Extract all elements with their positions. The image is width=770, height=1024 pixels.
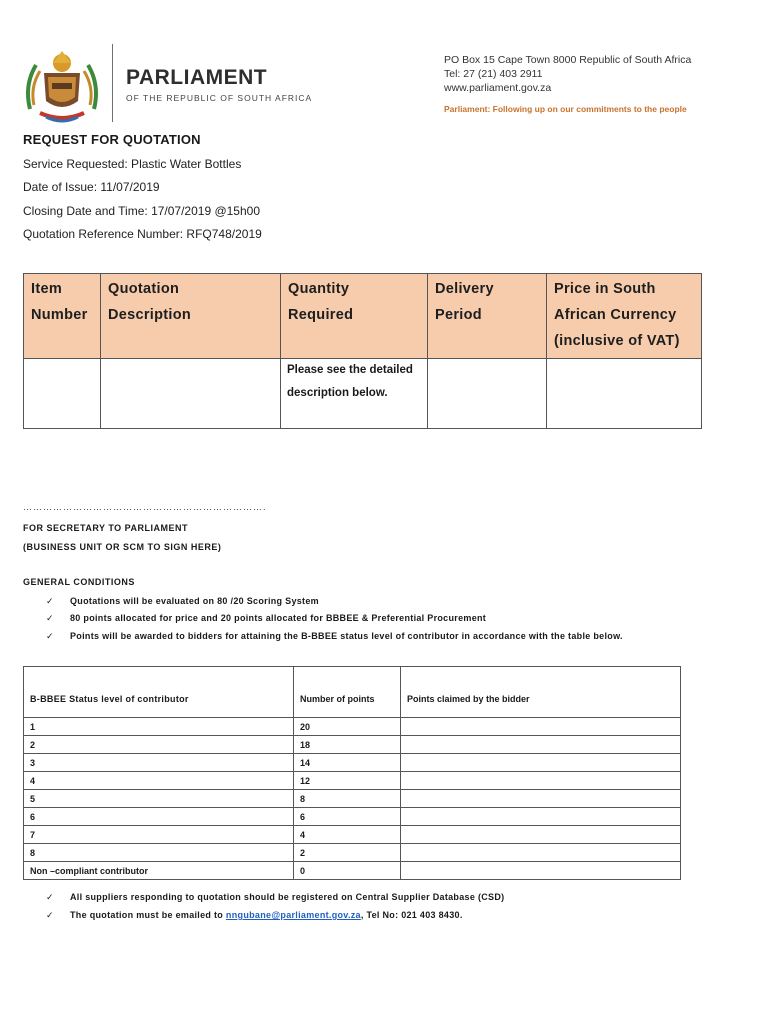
table-row	[24, 826, 681, 844]
header-line: Period	[435, 307, 482, 323]
condition-text: 80 points allocated for price and 20 points allocated for BBBEE & Preferential Procurement	[70, 613, 487, 623]
cell-delivery	[428, 359, 547, 429]
condition-text: Quotations will be evaluated on 80 /20 Scoring System	[70, 596, 319, 606]
points-cell: 18	[294, 736, 401, 754]
header-quantity-required	[281, 274, 428, 359]
reference-number: Quotation Reference Number: RFQ748/2019	[23, 227, 262, 241]
header-number-of-points: Number of points	[294, 667, 401, 718]
email-note	[70, 910, 463, 921]
org-subtitle: OF THE REPUBLIC OF SOUTH AFRICA	[126, 93, 313, 103]
claimed-cell[interactable]	[401, 772, 681, 790]
header-line: Description	[108, 307, 192, 323]
points-cell: 8	[294, 790, 401, 808]
list-item	[46, 596, 319, 607]
rfq-title: REQUEST FOR QUOTATION	[23, 132, 201, 147]
points-cell: 0	[294, 862, 401, 880]
signatory-title: FOR SECRETARY TO PARLIAMENT	[23, 523, 189, 533]
claimed-cell[interactable]	[401, 808, 681, 826]
claimed-cell[interactable]	[401, 862, 681, 880]
points-cell: 20	[294, 718, 401, 736]
status-level-cell: 7	[24, 826, 294, 844]
header-line: Quotation	[108, 281, 180, 297]
claimed-cell[interactable]	[401, 790, 681, 808]
table-row	[24, 862, 681, 880]
quotation-table-header	[24, 274, 702, 359]
status-level-cell: 1	[24, 718, 294, 736]
table-row	[24, 844, 681, 862]
status-level-cell: 3	[24, 754, 294, 772]
email-prefix: The quotation must be emailed to	[70, 910, 226, 920]
status-level-cell: 2	[24, 736, 294, 754]
points-cell: 4	[294, 826, 401, 844]
table-row	[24, 772, 681, 790]
email-link[interactable]: nngubane@parliament.gov.za	[225, 910, 361, 920]
check-icon: ✓	[46, 613, 54, 623]
bbbee-table-header	[24, 667, 681, 718]
date-of-issue: Date of Issue: 11/07/2019	[23, 180, 160, 194]
signatory-instruction: (BUSINESS UNIT OR SCM TO SIGN HERE)	[23, 542, 222, 552]
cell-item-number	[24, 359, 101, 429]
check-icon: ✓	[46, 910, 54, 920]
header-line: African Currency	[554, 307, 677, 323]
header-line: Required	[288, 307, 354, 323]
table-row	[24, 754, 681, 772]
parliament-crest-icon	[22, 47, 102, 127]
table-row	[24, 359, 702, 429]
points-cell: 14	[294, 754, 401, 772]
header-quotation-description	[101, 274, 281, 359]
table-row	[24, 790, 681, 808]
points-cell: 2	[294, 844, 401, 862]
address-line-po-box: PO Box 15 Cape Town 8000 Republic of South Africa	[444, 54, 692, 66]
claimed-cell[interactable]	[401, 736, 681, 754]
email-suffix: , Tel No: 021 403 8430.	[360, 910, 463, 920]
list-item	[46, 613, 486, 624]
table-row	[24, 718, 681, 736]
list-item	[46, 910, 463, 921]
status-level-cell: 5	[24, 790, 294, 808]
closing-date: Closing Date and Time: 17/07/2019 @15h00	[23, 204, 261, 218]
table-row	[24, 808, 681, 826]
check-icon: ✓	[46, 631, 54, 641]
header-price	[547, 274, 702, 359]
conditions-heading: GENERAL CONDITIONS	[23, 577, 135, 587]
header-line: Number	[31, 307, 88, 323]
header-divider	[112, 44, 113, 122]
cell-quantity: Please see the detailed description below.	[281, 359, 428, 429]
service-requested: Service Requested: Plastic Water Bottles	[23, 157, 242, 171]
header-points-claimed: Points claimed by the bidder	[401, 667, 681, 718]
check-icon: ✓	[46, 892, 54, 902]
header-line: Quantity	[288, 281, 350, 297]
header-delivery-period	[428, 274, 547, 359]
tagline: Parliament: Following up on our commitments to the people	[444, 104, 687, 114]
cell-price	[547, 359, 702, 429]
status-level-cell: 4	[24, 772, 294, 790]
list-item	[46, 892, 504, 903]
status-level-cell: 8	[24, 844, 294, 862]
header-line: Item	[31, 281, 63, 297]
claimed-cell[interactable]	[401, 826, 681, 844]
claimed-cell[interactable]	[401, 754, 681, 772]
header-status-level: B-BBEE Status level of contributor	[24, 667, 294, 718]
points-cell: 6	[294, 808, 401, 826]
list-item	[46, 631, 623, 642]
signature-line: ……………………………………………………………….	[23, 502, 267, 512]
header-item-number	[24, 274, 101, 359]
header-line: Delivery	[435, 281, 494, 297]
csd-note: All suppliers responding to quotation should be registered on Central Supplier Database (CSD)	[70, 892, 505, 902]
status-level-cell: 6	[24, 808, 294, 826]
status-level-cell: Non –compliant contributor	[24, 862, 294, 880]
header-line: (inclusive of VAT)	[554, 333, 680, 349]
address-line-website[interactable]: www.parliament.gov.za	[444, 82, 552, 94]
quotation-table	[23, 273, 702, 429]
cell-description	[101, 359, 281, 429]
claimed-cell[interactable]	[401, 844, 681, 862]
org-name: PARLIAMENT	[126, 66, 268, 89]
claimed-cell[interactable]	[401, 718, 681, 736]
header-line: Price in South	[554, 281, 656, 297]
address-line-tel: Tel: 27 (21) 403 2911	[444, 68, 543, 80]
check-icon: ✓	[46, 596, 54, 606]
points-cell: 12	[294, 772, 401, 790]
bbbee-table	[23, 666, 681, 880]
condition-text: Points will be awarded to bidders for attaining the B-BBEE status level of contributor in accordance with the table below.	[70, 631, 623, 641]
table-row	[24, 736, 681, 754]
